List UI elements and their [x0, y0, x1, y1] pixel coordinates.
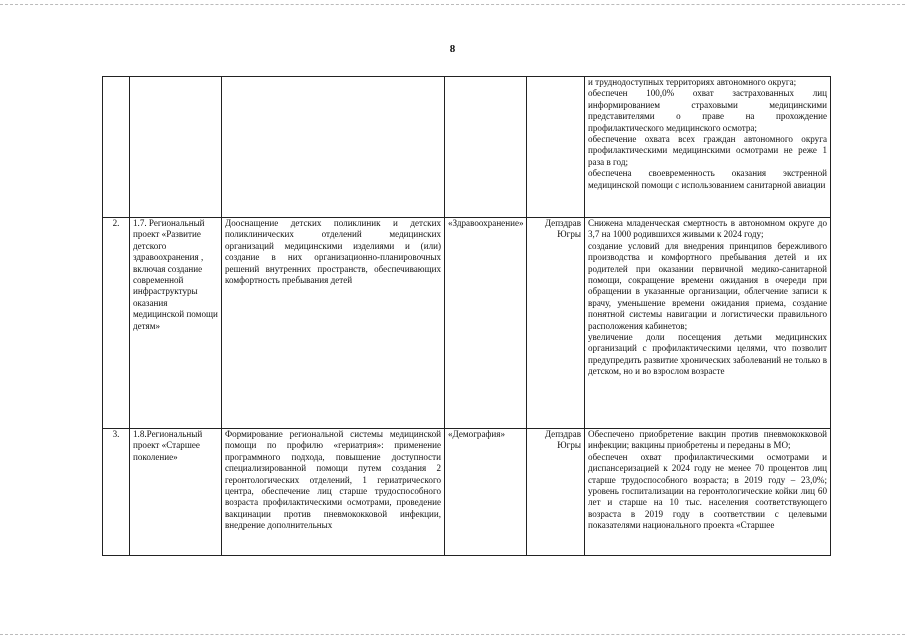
table-row — [103, 429, 831, 556]
activities-cell: Формирование региональной системы медицинской помощи по профилю «гериатрия»: применение программного подхода, повышение доступности специализированной помощи путем создания 2 геронтологических отделений, 1 гериатрического центра, обеспечение лиц старше трудоспособного возраста профилактическими осмотрами, проведение вакцинации против пневмококковой инфекции, внедрение дополнительных — [222, 429, 445, 556]
results-cell — [585, 429, 831, 556]
project-cell — [130, 77, 222, 218]
page-number: 8 — [449, 43, 456, 55]
project-cell: 1.7. Региональный проект «Развитие детского здравоохранения , включая создание современной инфраструктуры оказания медицинской помощи детям» — [130, 218, 222, 429]
executor-cell — [527, 77, 585, 218]
table-row — [103, 218, 831, 429]
result-text: обеспечен охват профилактическими осмотрами и диспансеризацией к 2024 году не менее 70 процентов лиц старше трудоспособного возраста; в 2019 году – 23,0%; уровень госпитализации на геронтологические койки лиц 60 лет и старше на 10 тыс. населения соответствующего возраста в 2019 году в соответствии с целевыми показателями национального проекта «Старшее — [588, 451, 827, 531]
row-number-cell: 3. — [103, 429, 130, 556]
result-text: создание условий для внедрения принципов бережливого производства и комфортного пребывания детей и их родителей при оказании первичной медико-санитарной помощи, сокращение времени ожидания в очереди при обращении в указанные организации, облегчение записи к врачу, уменьшение времени ожидания приема, создание понятной системы навигации и логистически правильного расположения кабинетов; — [588, 240, 827, 331]
executor-cell: Депздрав Югры — [527, 218, 585, 429]
program-cell: «Здравоохранение» — [445, 218, 527, 429]
row-number-cell: 2. — [103, 218, 130, 429]
activities-cell — [222, 77, 445, 218]
result-text: Обеспечено приобретение вакцин против пневмококковой инфекции; вакцины приобретены и переданы в МО; — [588, 429, 827, 451]
scan-edge-top — [0, 4, 905, 5]
table-row — [103, 77, 831, 218]
result-text: и труднодоступных территориях автономного округа; — [588, 77, 797, 87]
scan-edge-bottom — [0, 634, 905, 635]
result-text: обеспечение охвата всех граждан автономного округа профилактическими медицинскими осмотрами не реже 1 раза в год; — [588, 134, 827, 167]
program-cell — [445, 77, 527, 218]
results-cell — [585, 218, 831, 429]
results-cell — [585, 77, 831, 218]
project-cell: 1.8.Региональный проект «Старшее поколение» — [130, 429, 222, 556]
result-text: Снижена младенческая смертность в автономном округе до 3,7 на 1000 родившихся живыми к 2024 году; — [588, 218, 827, 240]
executor-cell: Депздрав Югры — [527, 429, 585, 556]
program-cell: «Демография» — [445, 429, 527, 556]
result-text: обеспечен 100,0% охват застрахованных лиц информированием страховыми медицинскими представителями о праве на прохождение профилактического медицинского осмотра; — [588, 88, 827, 133]
result-text: увеличение доли посещения детьми медицинских организаций с профилактическими целями, что позволит предупредить развитие хронических заболеваний не только в детском, но и во взрослом возрасте — [588, 332, 827, 377]
program-table — [102, 76, 831, 556]
result-text: обеспечена своевременность оказания экстренной медицинской помощи с использованием санитарной авиации — [588, 168, 827, 190]
row-number-cell — [103, 77, 130, 218]
activities-cell: Дооснащение детских поликлиник и детских поликлинических отделений медицинских организаций медицинскими изделиями и (или) создание в них организационно-планировочных решений внутренних пространств, обеспечивающих комфортность пребывания детей — [222, 218, 445, 429]
